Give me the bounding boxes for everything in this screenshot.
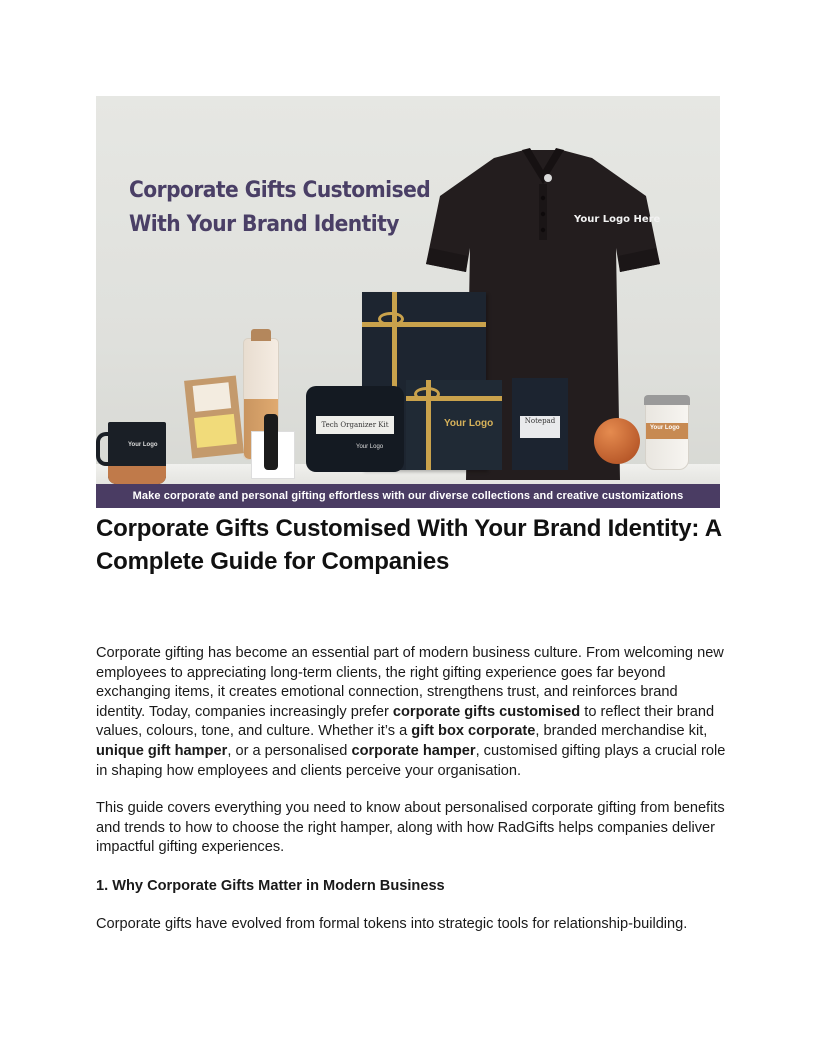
medium-gift-box xyxy=(406,380,502,470)
intro-paragraph xyxy=(96,644,726,781)
banner-headline-line1: Corporate Gifts Customised xyxy=(129,178,431,203)
keyword-corporate-gifts-customised: corporate gifts customised xyxy=(392,703,581,720)
mug-logo-text: Your Logo xyxy=(128,442,158,448)
banner-headline xyxy=(129,174,431,242)
tech-organizer-kit-image xyxy=(306,386,404,472)
intro-text-1: Corporate gifting has become an essential part of modern business culture. From welcoming new employees to appreciating long-term clients, the right gifting experience goes far beyond exchanging items, it creates emotional connection, strengthens trust, and reinforces brand identity. Today, companies increasingly prefer xyxy=(96,645,724,720)
banner-headline-line2: With Your Brand Identity xyxy=(129,212,399,237)
intro-text-2: to reflect their brand values, colours, tone, and culture. Whether it’s a xyxy=(96,703,715,740)
banner-caption: Make corporate and personal gifting effortless with our diverse collections and creative customizations xyxy=(96,484,720,508)
mug-image xyxy=(108,422,166,484)
section-heading-1: 1. Why Corporate Gifts Matter in Modern Business xyxy=(96,878,445,894)
intro-text-5: , customised gifting plays a crucial role in shaping how employees and clients perceive your organisation. xyxy=(96,742,726,779)
keyword-gift-box-corporate: gift box corporate xyxy=(411,723,536,740)
cup-logo-text: Your Logo xyxy=(650,425,680,431)
keyword-unique-gift-hamper: unique gift hamper xyxy=(96,742,228,759)
gold-bow-icon xyxy=(378,312,404,326)
keychain-image xyxy=(264,414,278,470)
notepad-label: Notepad xyxy=(520,416,560,438)
guide-paragraph: This guide covers everything you need to know about personalised corporate gifting from benefits and trends to how to choose the right hamper, along with how RadGifts helps companies deliver impactful gifting experiences. xyxy=(96,800,725,856)
coffee-cup-image xyxy=(645,402,689,470)
wooden-speaker-image xyxy=(594,418,640,464)
box-logo-text: Your Logo xyxy=(444,418,494,429)
tech-kit-label: Tech Organizer Kit xyxy=(316,416,394,434)
sticky-notes-image xyxy=(184,375,244,458)
notepad-image xyxy=(512,378,568,470)
keyword-corporate-hamper: corporate hamper xyxy=(351,742,476,759)
intro-text-4: , or a personalised xyxy=(227,742,352,759)
article-title: Corporate Gifts Customised With Your Brand Identity: A Complete Guide for Companies xyxy=(96,515,722,575)
tech-kit-logo-text: Your Logo xyxy=(356,444,384,450)
section-1-paragraph: Corporate gifts have evolved from formal tokens into strategic tools for relationship-building. xyxy=(96,916,688,932)
intro-text-3: , branded merchandise kit, xyxy=(535,723,708,740)
hero-banner-image xyxy=(96,96,720,508)
gold-bow-icon xyxy=(414,387,440,401)
shirt-logo-text: Your Logo Here xyxy=(574,214,661,225)
